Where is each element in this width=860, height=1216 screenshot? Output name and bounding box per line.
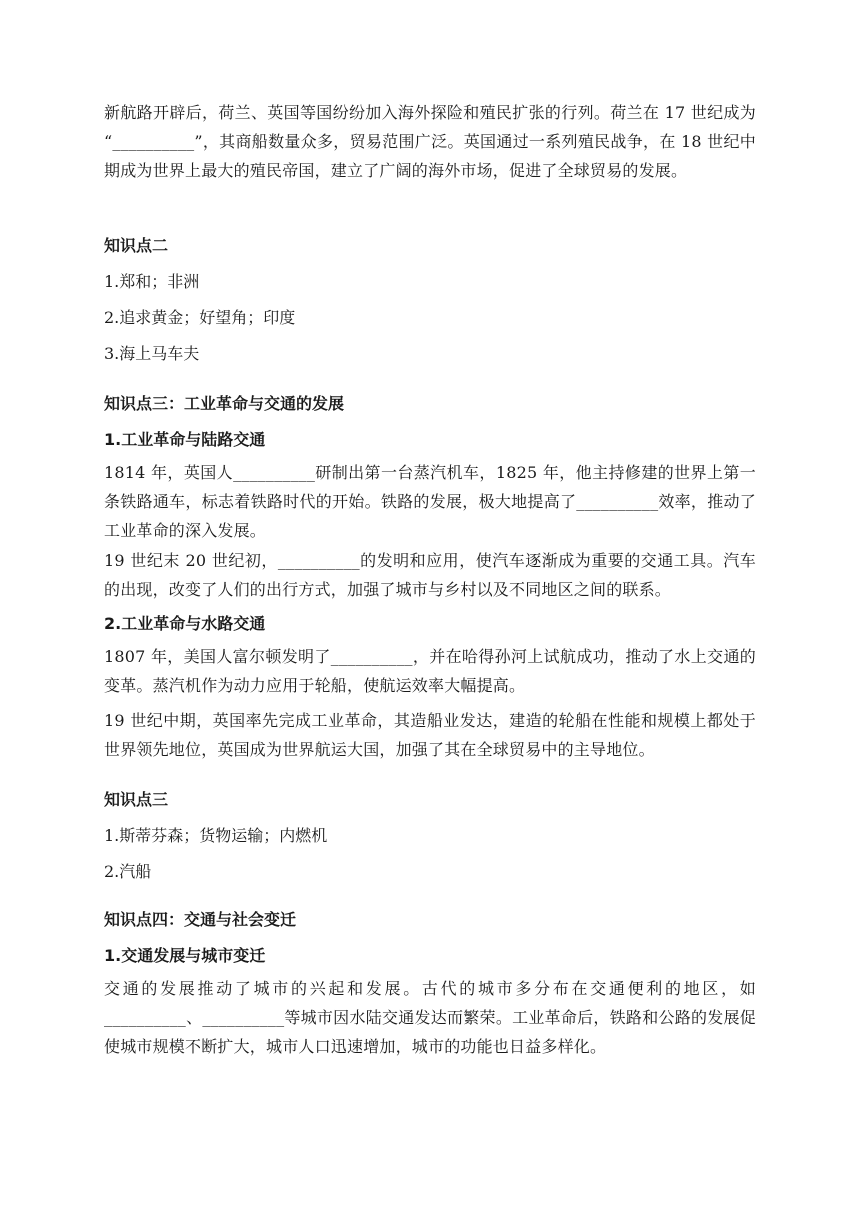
section-3-title: 知识点三：工业革命与交通的发展 [104, 394, 345, 413]
section-3-sub1-paragraph-1: 1814 年，英国人__________研制出第一台蒸汽机车，1825 年，他主持修建的世界上第一条铁路通车，标志着铁路时代的开始。铁路的发展，极大地提高了__________效率，推动了工业革命的深入发展。 [104, 463, 756, 540]
section-3-sub1-paragraph-2: 19 世纪末 20 世纪初，__________的发明和应用，使汽车逐渐成为重要的交通工具。汽车的出现，改变了人们的出行方式，加强了城市与乡村以及不同地区之间的联系。 [104, 551, 756, 599]
answers-3-title: 知识点三 [104, 790, 169, 809]
answers-2-title: 知识点二 [104, 236, 169, 255]
answers-3-item-1: 1.斯蒂芬森；货物运输；内燃机 [104, 826, 328, 845]
section-3-sub1-title: 1.工业革命与陆路交通 [104, 430, 266, 449]
intro-paragraph: 新航路开辟后，荷兰、英国等国纷纷加入海外探险和殖民扩张的行列。荷兰在 17 世纪成为 “__________”，其商船数量众多，贸易范围广泛。英国通过一系列殖民战争，在 18 世纪中期成为世界上最大的殖民帝国，建立了广阔的海外市场，促进了全球贸易的发展。 [104, 103, 756, 180]
section-4-sub1-paragraph-1: 交通的发展推动了城市的兴起和发展。古代的城市多分布在交通便利的地区，如__________、__________等城市因水陆交通发达而繁荣。工业革命后，铁路和公路的发展促使城市规模不断扩大，城市人口迅速增加，城市的功能也日益多样化。 [104, 979, 756, 1056]
answers-2-item-3: 3.海上马车夫 [104, 344, 200, 363]
answers-3-item-2: 2.汽船 [104, 862, 152, 881]
section-3-sub2-paragraph-1: 1807 年，美国人富尔顿发明了__________，并在哈得孙河上试航成功，推动了水上交通的变革。蒸汽机作为动力应用于轮船，使航运效率大幅提高。 [104, 647, 756, 695]
answers-2-item-2: 2.追求黄金；好望角；印度 [104, 308, 296, 327]
section-3-sub2-paragraph-2: 19 世纪中期，英国率先完成工业革命，其造船业发达，建造的轮船在性能和规模上都处于世界领先地位，英国成为世界航运大国，加强了其在全球贸易中的主导地位。 [104, 711, 756, 759]
section-3-sub2-title: 2.工业革命与水路交通 [104, 614, 266, 633]
section-4-sub1-title: 1.交通发展与城市变迁 [104, 946, 266, 965]
section-4-title: 知识点四：交通与社会变迁 [104, 910, 297, 929]
answers-2-item-1: 1.郑和；非洲 [104, 272, 200, 291]
